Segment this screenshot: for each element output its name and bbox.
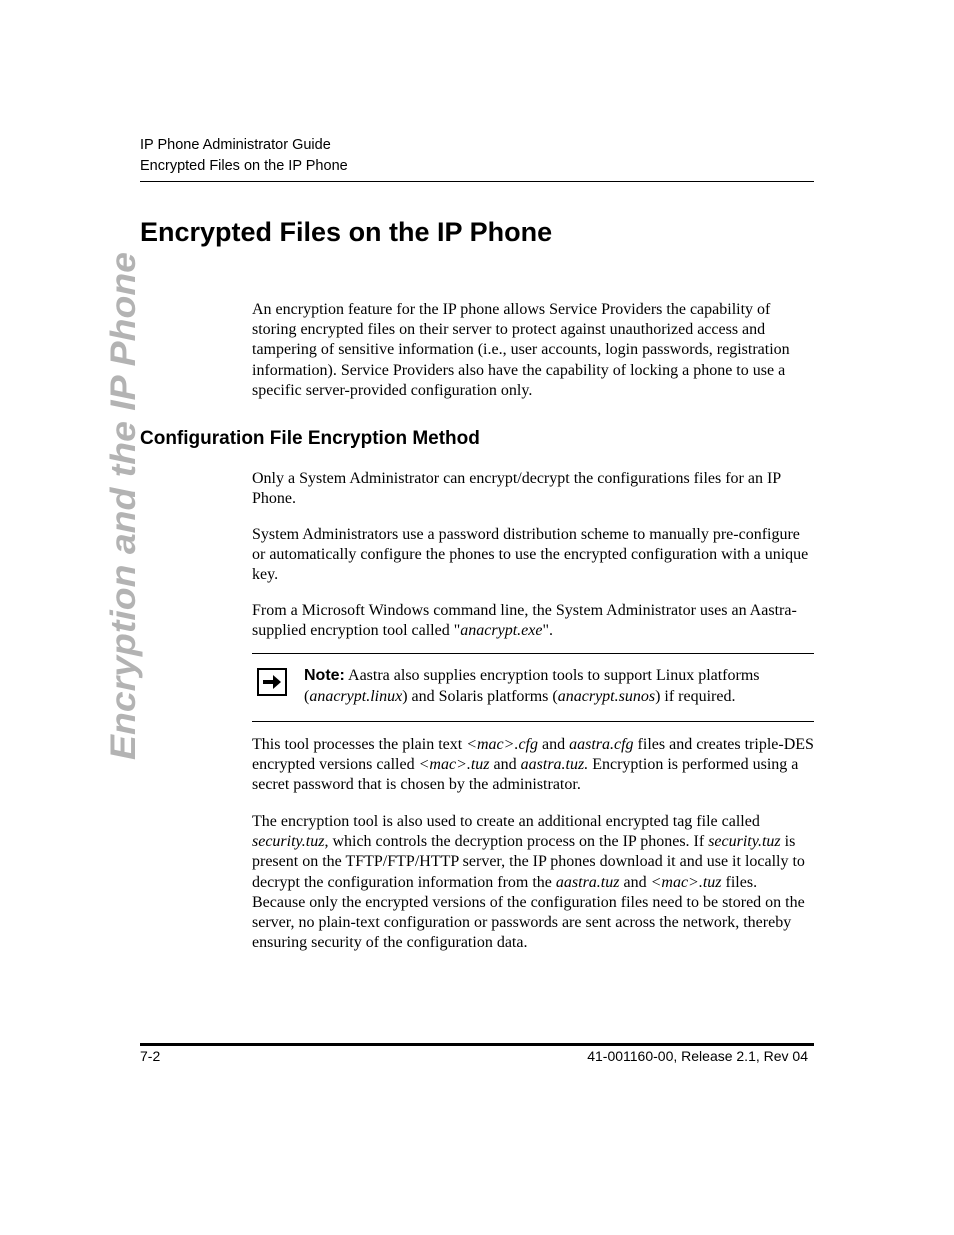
document-id: 41-001160-00, Release 2.1, Rev 04: [587, 1048, 808, 1064]
note-box: [252, 653, 814, 722]
p4-text-a: This tool processes the plain text: [252, 736, 467, 753]
chapter-side-tab: [103, 250, 143, 760]
note-text: [304, 665, 809, 707]
p4-text-g: and: [489, 756, 521, 774]
p5-text-c: , which controls the decryption process on the IP phones. If: [324, 833, 709, 851]
paragraph-security-tag: [252, 812, 814, 953]
page-title: Encrypted Files on the IP Phone: [140, 217, 553, 247]
filename-security-tuz: security.tuz: [252, 833, 325, 851]
side-tab-svg: [103, 250, 143, 760]
filename-mac-tuz: <mac>.tuz: [418, 756, 490, 774]
paragraph-tool-processing: [252, 735, 814, 796]
arrow-right-icon: [257, 668, 287, 696]
header-divider: [140, 181, 814, 182]
filename-security-tuz-2: security.tuz: [708, 833, 781, 851]
page-number: 7-2: [140, 1048, 161, 1064]
p4-text-e: files and creates triple-DES encrypted versions called: [252, 736, 814, 774]
p4-text-i: Encryption is performed using a secret password that is chosen by the administrator.: [252, 756, 799, 794]
filename-aastra-cfg: aastra.cfg: [569, 736, 634, 753]
note-text-e: ) if required.: [655, 688, 736, 705]
side-tab-label: Encryption and the IP Phone: [104, 284, 143, 760]
note-text-a: Aastra also supplies encryption tools to support Linux platforms (: [304, 667, 760, 705]
header-guide-title: IP Phone Administrator Guide: [140, 137, 331, 153]
p3-text-a: From a Microsoft Windows command line, the System Administrator uses an Aastra-supplied encryption tool called ": [252, 602, 797, 640]
p5-text-i: files. Because only the encrypted versions of the configuration files need to be stored on the server, no plain-text configuration or passwords are sent across the network, thereby ensuring security of the configuration data.: [252, 873, 805, 952]
p3-text-c: ".: [542, 622, 553, 640]
p5-text-a: The encryption tool is also used to create an additional encrypted tag file called: [252, 813, 760, 830]
p5-text-g: and: [619, 873, 651, 891]
filename-mac-tuz-2: <mac>.tuz: [650, 873, 722, 891]
filename-mac-cfg: <mac>.cfg: [466, 736, 538, 753]
tool-name-anacrypt-sunos: anacrypt.sunos: [557, 688, 656, 705]
paragraph-password-scheme: System Administrators use a password distribution scheme to manually pre-configure or automatically configure the phones to use the encrypted configuration with a unique key.: [252, 526, 809, 584]
p4-text-c: and: [537, 736, 570, 753]
intro-paragraph: An encryption feature for the IP phone allows Service Providers the capability of storing encrypted files on their server to protect against unauthorized access and tampering of sensitive information (i.e., user accounts, login passwords, registration information). Service Providers also have the capability of locking a phone to use a specific server-provided configuration only.: [252, 301, 790, 399]
header-chapter-title: Encrypted Files on the IP Phone: [140, 158, 348, 174]
note-text-c: ) and Solaris platforms (: [402, 688, 558, 705]
paragraph-admin-only: Only a System Administrator can encrypt/decrypt the configurations files for an IP Phone.: [252, 470, 781, 508]
paragraph-encryption-tool: [252, 601, 814, 641]
filename-aastra-tuz: aastra.tuz.: [520, 756, 589, 774]
running-header: [140, 135, 814, 177]
filename-aastra-tuz-2: aastra.tuz: [555, 873, 620, 891]
footer-divider: [140, 1043, 814, 1046]
section-heading: Configuration File Encryption Method: [140, 428, 480, 449]
tool-name-anacrypt-exe: anacrypt.exe: [460, 622, 543, 640]
tool-name-anacrypt-linux: anacrypt.linux: [309, 688, 403, 705]
note-label: Note:: [304, 667, 345, 684]
p5-text-e: is present on the TFTP/FTP/HTTP server, the IP phones download it and use it locally to decrypt the configuration information from the: [252, 833, 805, 891]
